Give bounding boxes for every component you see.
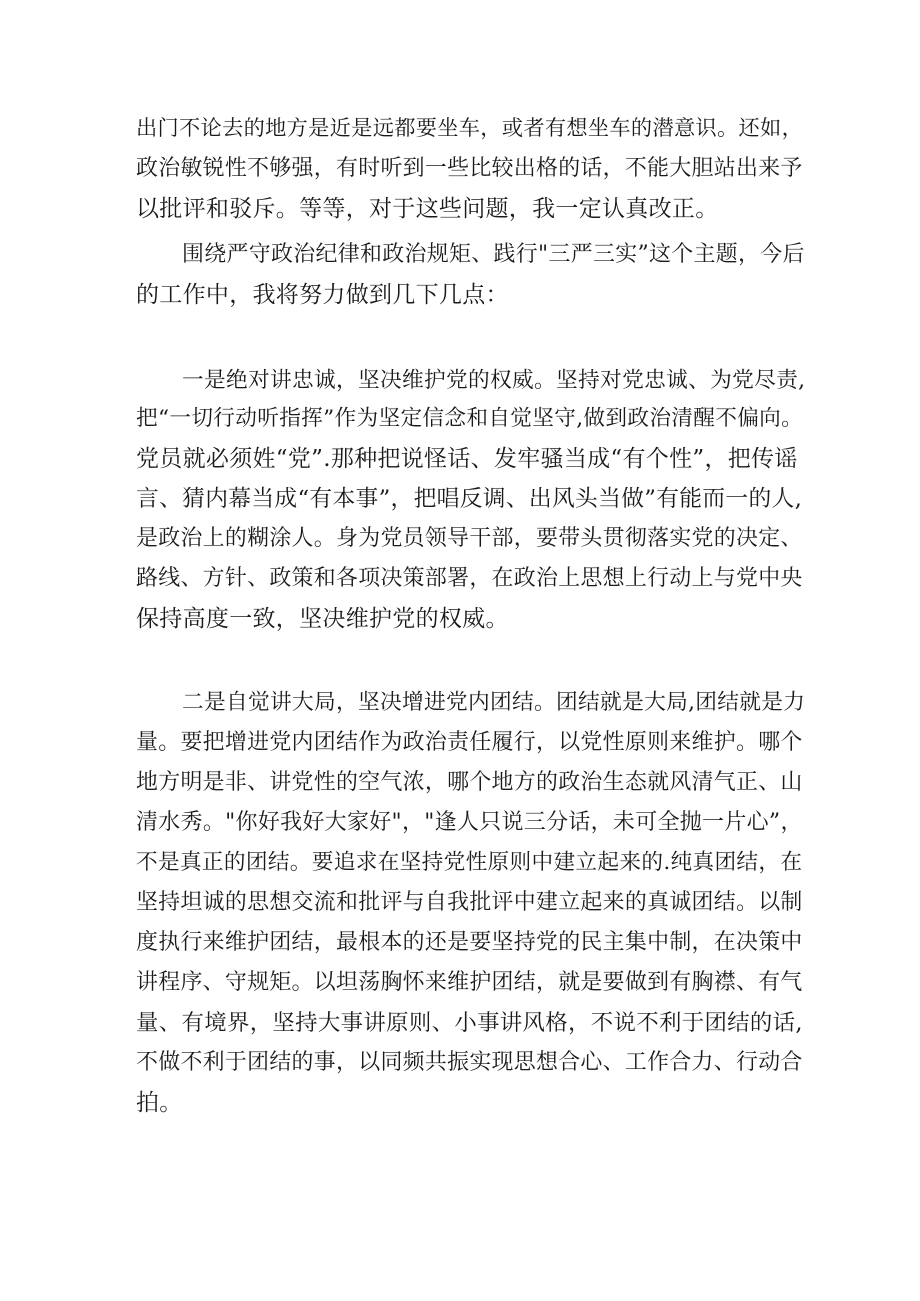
- paragraph-line: 量。要把增进党内团结作为政治责任履行，以党性原则来维护。哪个: [136, 730, 803, 755]
- paragraph-line: 党员就必须姓“党”.那种把说怪话、发牢骚当成“有个性”，把传谣: [136, 446, 798, 472]
- paragraph-line: 把“一切行动听指挥”作为坚定信念和自觉坚守,做到政治清醒不偏向。: [136, 406, 804, 431]
- paragraph-2: [136, 236, 806, 314]
- paragraph-line: 度执行来维护团结，最根本的还是要坚持党的民主集中制，在决策中: [136, 930, 803, 955]
- paragraph-line: 量、有境界，坚持大事讲原则、小事讲风格，不说不利于团结的话,: [136, 1010, 803, 1036]
- paragraph-line: 不做不利于团结的事，以同频共振实现思想合心、工作合力、行动合: [136, 1050, 803, 1075]
- paragraph-line: 清水秀。"你好我好大家好"，"逢人只说三分话，未可全抛一片心”，: [136, 810, 803, 835]
- paragraph-line: 地方明是非、讲党性的空气浓，哪个地方的政治生态就风清气正、山: [136, 770, 803, 795]
- paragraph-line: 政治敏锐性不够强，有时听到一些比较出格的话，不能大胆站出来予: [136, 156, 803, 181]
- paragraph-4: [136, 684, 806, 1122]
- paragraph-line: 二是自觉讲大局，坚决增进党内团结。团结就是大局,团结就是力: [182, 690, 806, 715]
- paragraph-3: [136, 362, 806, 638]
- paragraph-line: 讲程序、守规矩。以坦荡胸怀来维护团结，就是要做到有胸襟、有气: [136, 970, 803, 995]
- paragraph-1: [136, 110, 806, 228]
- paragraph-line: 围绕严守政治纪律和政治规矩、践行"三严三实”这个主题，今后: [182, 242, 805, 267]
- paragraph-line: 不是真正的团结。要追求在坚持党性原则中建立起来的.纯真团结，在: [136, 850, 803, 875]
- paragraph-line: 是政治上的糊涂人。身为党员领导干部，要带头贯彻落实党的决定、: [136, 526, 803, 551]
- paragraph-line: 出门不论去的地方是近是远都要坐车，或者有想坐车的潜意识。还如，: [136, 116, 804, 141]
- paragraph-line: 言、猜内幕当成“有本事”，把唱反调、出风头当做”有能而一的人,: [136, 486, 803, 512]
- paragraph-line: 以批评和驳斥。等等，对于这些问题，我一定认真改正。: [136, 196, 719, 222]
- paragraph-line: 的工作中，我将努力做到几下几点：: [136, 282, 509, 308]
- paragraph-line: 路线、方针、政策和各项决策部署，在政治上思想上行动上与党中央: [136, 566, 803, 591]
- paragraph-line: 一是绝对讲忠诚，坚决维护党的权威。坚持对党忠诚、为党尽责,: [182, 368, 806, 393]
- paragraph-line: 保持高度一致，坚决维护党的权威。: [136, 606, 509, 632]
- paragraph-line: 拍。: [136, 1090, 183, 1116]
- paragraph-line: 坚持坦诚的思想交流和批评与自我批评中建立起来的真诚团结。以制: [136, 890, 803, 915]
